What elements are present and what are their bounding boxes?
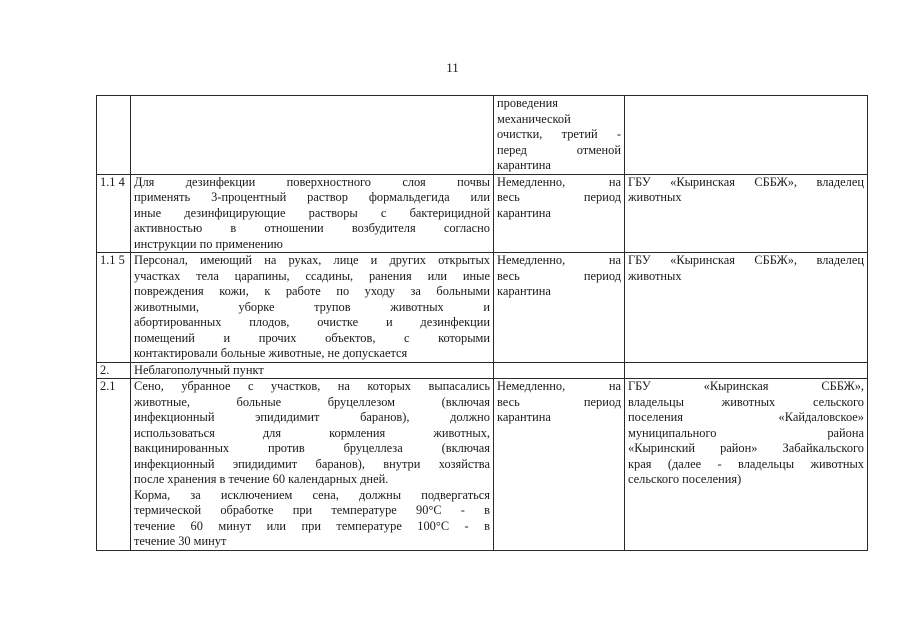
deadline-cell-line: карантина [497, 410, 551, 424]
measure-text-line: термической обработке при температуре 90°С - в [134, 503, 490, 517]
responsible-cell-line: «Кыринский район» Забайкальского [628, 441, 864, 455]
measure-text-line: Корма, за исключением сена, должны подвергаться [134, 487, 490, 502]
measure-text-line: участках тела царапины, ссадины, ранения или иные [134, 268, 490, 283]
deadline-cell-line: Немедленно, на [497, 253, 621, 267]
measure-text-line: животные, больные бруцеллезом (включая [134, 394, 490, 409]
measure-text-line: вакцинированных против бруцеллеза (включая [134, 441, 490, 455]
row-number: 2. [97, 362, 131, 379]
table-row [97, 362, 868, 379]
measure-text-line: Для дезинфекции поверхностного слоя почвы [134, 174, 490, 189]
responsible-cell-line: муниципального района [628, 425, 864, 440]
measure-text-line: Неблагополучный пункт [134, 362, 264, 377]
row-number: 1.1 4 [97, 174, 131, 253]
row-number [97, 96, 131, 175]
measure-text-line: после хранения в течение 60 календарных дней. [134, 472, 389, 486]
measure-text [131, 379, 494, 551]
deadline-cell [494, 174, 625, 253]
deadline-cell-line: карантина [497, 205, 551, 220]
measure-text-line: контактировали больные животные, не допускается [134, 346, 408, 360]
measure-text-line: инфекционный эпидидимит баранов), должно [134, 410, 490, 424]
measure-text-line: течение 60 минут или при температуре 100°С - в [134, 518, 490, 533]
deadline-cell-line: механической [497, 111, 571, 126]
measure-text-line: инфекционный эпидидимит баранов), внутри хозяйства [134, 456, 490, 471]
measure-text-line: инструкции по применению [134, 236, 283, 251]
measure-text [131, 96, 494, 175]
measure-text-line: использоваться для кормления животных, [134, 425, 490, 440]
deadline-cell [494, 379, 625, 551]
row-number: 2.1 [97, 379, 131, 551]
responsible-cell-line: края (далее - владельцы животных [628, 456, 864, 471]
measure-text [131, 174, 494, 253]
responsible-cell [625, 253, 868, 363]
page-number: 11 [446, 60, 459, 75]
responsible-cell [625, 379, 868, 551]
measure-text-line: иные дезинфицирующие растворы с бактерицидной [134, 205, 490, 220]
measures-table [96, 95, 868, 551]
deadline-cell [494, 362, 625, 379]
deadline-cell-line: карантина [497, 284, 551, 298]
deadline-cell-line: проведения [497, 96, 558, 110]
row-number: 1.1 5 [97, 253, 131, 363]
deadline-cell-line: очистки, третий - [497, 127, 621, 141]
deadline-cell-line: перед отменой [497, 142, 621, 157]
measure-text-line: течение 30 минут [134, 534, 227, 548]
responsible-cell-line: ГБУ «Кыринская СББЖ», [628, 379, 864, 393]
measure-text-line: повреждения кожи, к работе по уходу за больными [134, 284, 490, 298]
table-row [97, 174, 868, 253]
deadline-cell-line: Немедленно, на [497, 379, 621, 393]
measure-text-line: животными, уборке трупов животных и [134, 299, 490, 314]
responsible-cell [625, 174, 868, 253]
table-row [97, 96, 868, 175]
measure-text-line: активностью в отношении возбудителя согласно [134, 221, 490, 235]
responsible-cell-line: поселения «Кайдаловское» [628, 410, 864, 424]
measure-text-line: Персонал, имеющий на руках, лице и других открытых [134, 253, 490, 267]
measure-text-line: абортированных плодов, очистке и дезинфекции [134, 315, 490, 329]
measure-text-line: применять 3-процентный раствор формальдегида или [134, 190, 490, 204]
table-row [97, 379, 868, 551]
measure-text [131, 253, 494, 363]
deadline-cell-line: карантина [497, 158, 551, 172]
deadline-cell-line: весь период [497, 268, 621, 283]
measure-text-line: Сено, убранное с участков, на которых выпасались [134, 379, 490, 393]
responsible-cell [625, 362, 868, 379]
measure-text [131, 362, 494, 379]
responsible-cell [625, 96, 868, 175]
responsible-cell-line: ГБУ «Кыринская СББЖ», владелец [628, 253, 864, 267]
responsible-cell-line: ГБУ «Кыринская СББЖ», владелец [628, 174, 864, 189]
deadline-cell-line: весь период [497, 394, 621, 409]
deadline-cell-line: Немедленно, на [497, 174, 621, 189]
responsible-cell-line: животных [628, 268, 682, 283]
deadline-cell-line: весь период [497, 190, 621, 204]
deadline-cell [494, 253, 625, 363]
deadline-cell [494, 96, 625, 175]
responsible-cell-line: владельцы животных сельского [628, 394, 864, 409]
responsible-cell-line: животных [628, 190, 682, 204]
table-row [97, 253, 868, 363]
responsible-cell-line: сельского поселения) [628, 472, 742, 486]
measure-text-line: помещений и прочих объектов, с которыми [134, 330, 490, 345]
